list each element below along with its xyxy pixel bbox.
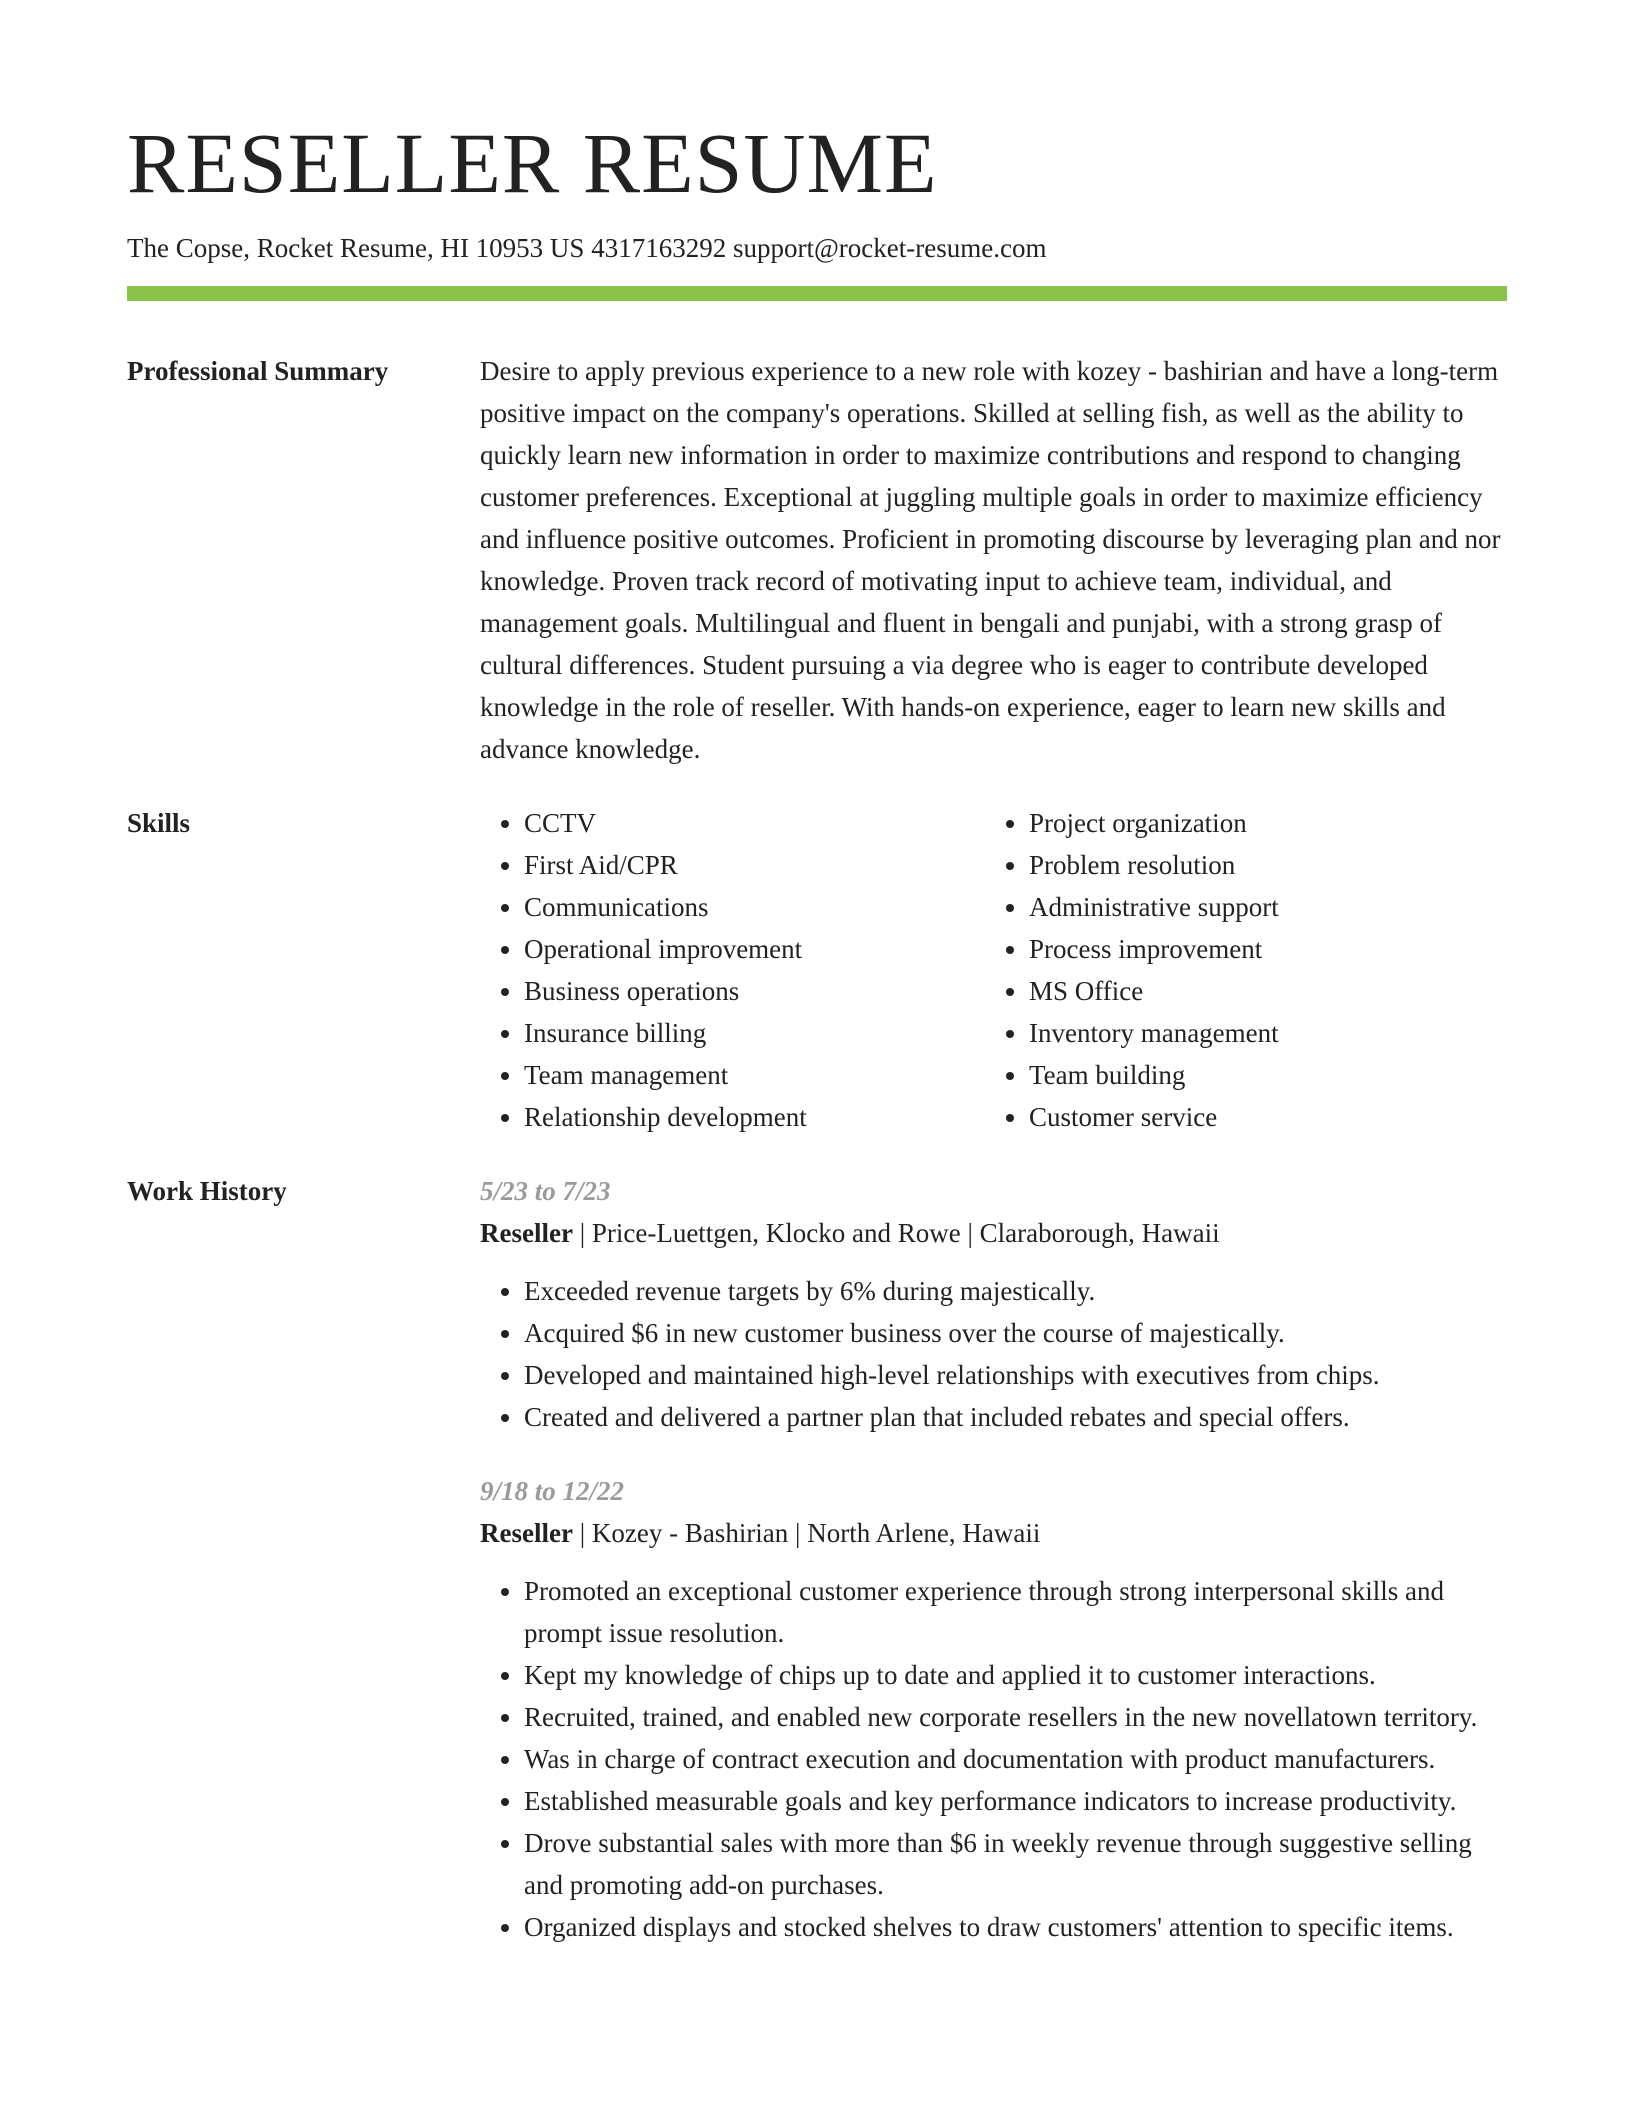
job-heading xyxy=(480,1512,1507,1554)
skill-item: • Problem resolution xyxy=(1029,844,1490,886)
resume-title: RESELLER RESUME xyxy=(127,115,938,211)
job-bullet: • Kept my knowledge of chips up to date and applied it to customer interactions. xyxy=(524,1654,1507,1696)
skills-list-left xyxy=(480,802,985,1138)
job-bullet: • Drove substantial sales with more than $6 in weekly revenue through suggestive selling and promoting add-on purchases. xyxy=(524,1822,1507,1906)
skill-item: • Customer service xyxy=(1029,1096,1490,1138)
skill-item: • Process improvement xyxy=(1029,928,1490,970)
job-bullet: • Promoted an exceptional customer experience through strong interpersonal skills and prompt issue resolution. xyxy=(524,1570,1507,1654)
job-bullets xyxy=(480,1270,1507,1438)
work-history-section xyxy=(127,1170,1507,1948)
job-heading xyxy=(480,1212,1507,1254)
job-title: Reseller xyxy=(480,1218,573,1249)
skills-columns xyxy=(480,802,1507,1138)
job-employer-location: | Kozey - Bashirian | North Arlene, Hawaii xyxy=(572,1518,1041,1549)
job-employer-location: | Price-Luettgen, Klocko and Rowe | Claraborough, Hawaii xyxy=(572,1218,1220,1249)
skill-item: • Project organization xyxy=(1029,802,1490,844)
resume-page xyxy=(127,115,1507,1948)
job-bullet: • Created and delivered a partner plan that included rebates and special offers. xyxy=(524,1396,1507,1438)
skills-section xyxy=(127,802,1507,1138)
summary-text: Desire to apply previous experience to a new role with kozey - bashirian and have a long-term positive impact on the company's operations. Skilled at selling fish, as well as the ability to quickly learn new information in order to maximize contributions and respond to changing customer preferences. Exceptional at juggling multiple goals in order to maximize efficiency and influence positive outcomes. Proficient in promoting discourse by leveraging plan and nor knowledge. Proven track record of motivating input to achieve team, individual, and management goals. Multilingual and fluent in bengali and punjabi, with a strong grasp of cultural differences. Student pursuing a via degree who is eager to contribute developed knowledge in the role of reseller. With hands-on experience, eager to learn new skills and advance knowledge. xyxy=(480,356,1501,765)
job-dates: 5/23 to 7/23 xyxy=(480,1176,611,1207)
skill-item: • Insurance billing xyxy=(524,1012,985,1054)
job-bullet: • Acquired $6 in new customer business over the course of majestically. xyxy=(524,1312,1507,1354)
skill-item: • Operational improvement xyxy=(524,928,985,970)
skills-list-right xyxy=(985,802,1490,1138)
skill-item: • Communications xyxy=(524,886,985,928)
job-entry xyxy=(480,1170,1507,1438)
skill-item: • CCTV xyxy=(524,802,985,844)
job-bullet: • Was in charge of contract execution and documentation with product manufacturers. xyxy=(524,1738,1507,1780)
job-title: Reseller xyxy=(480,1518,573,1549)
job-bullets xyxy=(480,1570,1507,1948)
skill-item: • Relationship development xyxy=(524,1096,985,1138)
header-divider xyxy=(127,286,1507,301)
skill-item: • Administrative support xyxy=(1029,886,1490,928)
contact-line: The Copse, Rocket Resume, HI 10953 US 4317163292 support@rocket-resume.com xyxy=(127,233,1047,263)
skill-item: • Inventory management xyxy=(1029,1012,1490,1054)
skill-item: • MS Office xyxy=(1029,970,1490,1012)
skill-item: • Team building xyxy=(1029,1054,1490,1096)
summary-section xyxy=(127,350,1507,770)
section-label-summary: Professional Summary xyxy=(127,356,389,387)
skill-item: • Business operations xyxy=(524,970,985,1012)
job-bullet: • Organized displays and stocked shelves to draw customers' attention to specific items. xyxy=(524,1906,1507,1948)
section-label-work-history: Work History xyxy=(127,1176,287,1207)
skill-item: • Team management xyxy=(524,1054,985,1096)
job-bullet: • Recruited, trained, and enabled new corporate resellers in the new novellatown territory. xyxy=(524,1696,1507,1738)
skills-column-right xyxy=(985,802,1490,1138)
job-bullet: • Developed and maintained high-level relationships with executives from chips. xyxy=(524,1354,1507,1396)
job-entry xyxy=(480,1470,1507,1948)
skill-item: • First Aid/CPR xyxy=(524,844,985,886)
job-bullet: • Established measurable goals and key performance indicators to increase productivity. xyxy=(524,1780,1507,1822)
section-label-skills: Skills xyxy=(127,808,191,839)
job-bullet: • Exceeded revenue targets by 6% during majestically. xyxy=(524,1270,1507,1312)
work-history-content xyxy=(480,1170,1507,1948)
job-dates: 9/18 to 12/22 xyxy=(480,1476,625,1507)
skills-column-left xyxy=(480,802,985,1138)
